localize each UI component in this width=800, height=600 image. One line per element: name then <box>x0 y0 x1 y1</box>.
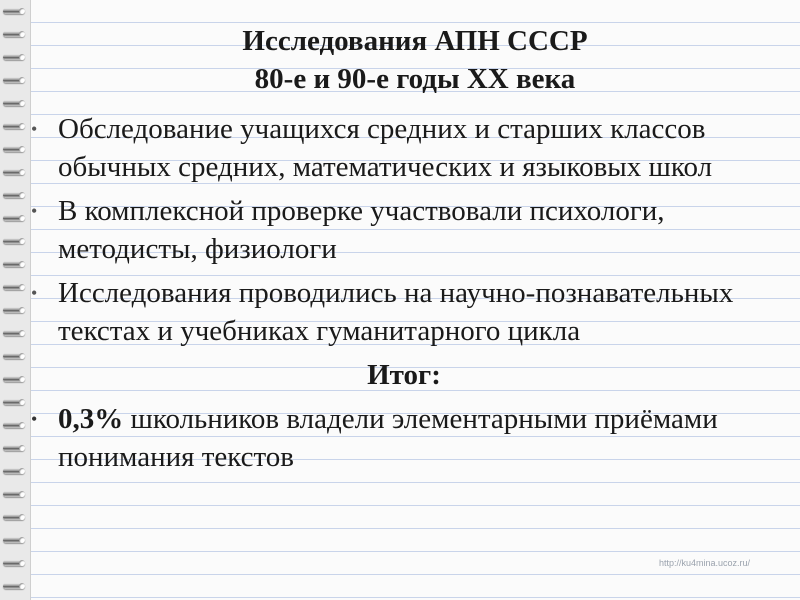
spiral-binding <box>0 0 31 600</box>
watermark-link: http://ku4mina.ucoz.ru/ <box>658 558 750 568</box>
bullet-text-3: Исследования проводились на научно-познавательных текстах и учебниках гуманитарного цикла <box>58 277 734 347</box>
spiral-hole-icon <box>19 376 25 382</box>
spiral-hole-icon <box>19 8 25 14</box>
spiral-hole-icon <box>19 560 25 566</box>
spiral-hole-icon <box>19 284 25 290</box>
spiral-hole-icon <box>19 514 25 520</box>
spiral-hole-icon <box>19 215 25 221</box>
result-heading: Итог: <box>367 359 441 391</box>
bullet-item-2 <box>28 192 780 268</box>
spiral-hole-icon <box>19 468 25 474</box>
title-line-2: 80-е и 90-е годы ХХ века <box>254 63 576 95</box>
spiral-hole-icon <box>19 353 25 359</box>
spiral-hole-icon <box>19 100 25 106</box>
spiral-hole-icon <box>19 491 25 497</box>
spiral-hole-icon <box>19 192 25 198</box>
slide-content <box>28 110 780 482</box>
bullet-item-result <box>28 400 780 476</box>
bullet-item-1 <box>28 110 780 186</box>
spiral-hole-icon <box>19 261 25 267</box>
bullet-icon: • <box>31 119 38 139</box>
spiral-hole-icon <box>19 330 25 336</box>
spiral-hole-icon <box>19 537 25 543</box>
bullet-item-3 <box>28 274 780 350</box>
spiral-hole-icon <box>19 445 25 451</box>
spiral-hole-icon <box>19 31 25 37</box>
spiral-hole-icon <box>19 123 25 129</box>
bullet-text-2: В комплексной проверке участвовали психологи, методисты, физиологи <box>58 195 665 265</box>
spiral-hole-icon <box>19 399 25 405</box>
bullet-text-1: Обследование учащихся средних и старших классов обычных средних, математических и языковых школ <box>58 113 713 183</box>
spiral-hole-icon <box>19 146 25 152</box>
result-value: 0,3% <box>58 403 124 435</box>
bullet-icon: • <box>31 283 38 303</box>
bullet-icon: • <box>31 201 38 221</box>
spiral-hole-icon <box>19 238 25 244</box>
spiral-hole-icon <box>19 583 25 589</box>
spiral-hole-icon <box>19 54 25 60</box>
result-text: школьников владели элементарными приёмами понимания текстов <box>58 403 718 473</box>
bullet-icon: • <box>31 409 38 429</box>
title-line-1: Исследования АПН СССР <box>242 25 588 57</box>
spiral-hole-icon <box>19 422 25 428</box>
spiral-hole-icon <box>19 307 25 313</box>
spiral-hole-icon <box>19 169 25 175</box>
spiral-hole-icon <box>19 77 25 83</box>
slide-title <box>30 22 800 98</box>
